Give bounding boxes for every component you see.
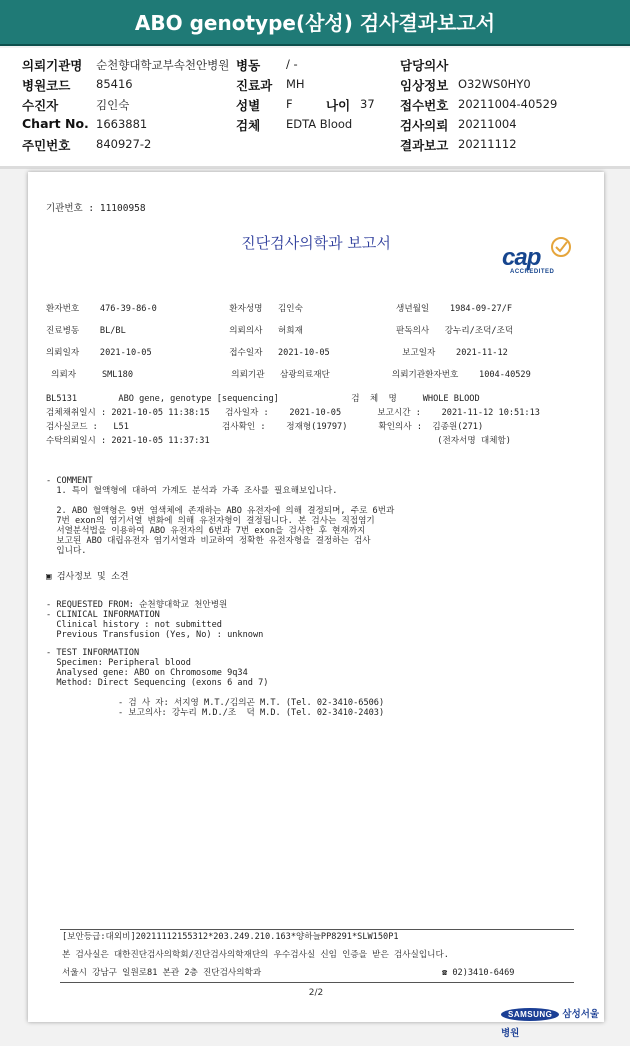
cap-logo-text: cap	[502, 244, 541, 271]
institution-number: 기관번호 : 11100958	[46, 203, 146, 214]
inst-value: 순천향대학교부속천안병원	[96, 58, 230, 72]
comment-block: - COMMENT 1. 특이 혈액형에 대하여 가계도 분석과 가족 조사를 필요해보입니다. 2. ABO 혈액형은 9번 염색체에 존재하는 ABO 유전자에 의해 결정되며, 주로 6번과 7번 exon의 염기서열 변화에 의해 유전자형이 결정됩니다. 본 검사는 직접염기 서열분석법을 이용하여 ABO 유전자의 6번과 7번 exon을 검사한 후 현재까지 보고된 ABO 대립유전자 염기서열과 비교하여 정확한 유전자형을 결정하는 검사 입니다.	[46, 476, 395, 556]
footer-rule	[60, 929, 574, 930]
report-page	[28, 172, 604, 1039]
address-line: 서울시 강남구 일원로81 본관 2층 진단검사의학과	[62, 968, 262, 978]
cap-accredited-text: ACCREDITED	[510, 269, 555, 275]
phone-line: ☎ 02)3410-6469	[442, 968, 515, 978]
chart-label: Chart No.	[22, 116, 89, 131]
cap-accredited-logo	[502, 244, 578, 278]
hospital-logo	[501, 1002, 604, 1040]
footer-rule-bottom	[60, 982, 574, 983]
samsung-logo: SAMSUNG	[501, 1008, 559, 1021]
patient-row-1: 환자번호 476-39-86-0 환자성명 김인숙 생년월일 1984-09-27/F	[46, 304, 512, 314]
specimen-label: 검체	[236, 118, 261, 133]
patient-header	[0, 48, 630, 166]
cap-seal-icon	[550, 236, 572, 258]
header-divider	[0, 166, 630, 169]
test-info-block: - TEST INFORMATION Specimen: Peripheral blood Analysed gene: ABO on Chromosome 9q34 Method: Direct Sequencing (exons 6 and 7)	[46, 648, 269, 688]
age-value: 37	[360, 97, 375, 111]
patient-row-3: 의뢰일자 2021-10-05 접수일자 2021-10-05 보고일자 2021-11-12	[46, 348, 508, 358]
signers-block: - 검 사 자: 서지영 M.T./김의곤 M.T. (Tel. 02-3410-6506) - 보고의사: 강누리 M.D./조 덕 M.D. (Tel. 02-3410-2403)	[118, 698, 385, 718]
recipient-label: 수진자	[22, 98, 59, 113]
receipt-value: 20211004-40529	[458, 97, 558, 111]
sex-value: F	[286, 97, 293, 111]
test-row-2: 검체채취일시 : 2021-10-05 11:38:15 검사일자 : 2021-10-05 보고시간 : 2021-11-12 10:51:13	[46, 408, 540, 418]
receipt-label: 접수번호	[400, 98, 449, 113]
test-row-4: 수탁의뢰일시 : 2021-10-05 11:37:31 (전자서명 대체함)	[46, 436, 511, 446]
dept-value: MH	[286, 77, 305, 91]
rrn-value: 840927-2	[96, 137, 152, 151]
chart-value: 1663881	[96, 117, 148, 131]
page-number: 2/2	[308, 988, 324, 998]
ward-value: / -	[286, 57, 298, 71]
inst-label: 의뢰기관명	[22, 58, 83, 73]
rrn-label: 주민번호	[22, 138, 71, 153]
specimen-value: EDTA Blood	[286, 117, 353, 131]
patient-row-2: 진료병동 BL/BL 의뢰의사 허희재 판독의사 강누리/조덕/조덕	[46, 326, 514, 336]
ward-label: 병동	[236, 58, 261, 73]
hosp-code-label: 병원코드	[22, 78, 71, 93]
age-label: 나이	[326, 98, 351, 113]
clin-label: 임상정보	[400, 78, 449, 93]
report-label: 결과보고	[400, 138, 449, 153]
section-heading: ▣ 검사정보 및 소견	[46, 572, 129, 582]
patient-row-4: 의뢰자 SML180 의뢰기관 삼광의료재단 의뢰기관환자번호 1004-40529	[46, 370, 531, 380]
report-heading: 진단검사의학과 보고서	[241, 234, 391, 252]
hosp-code-value: 85416	[96, 77, 133, 91]
doctor-label: 담당의사	[400, 58, 449, 73]
sex-label: 성별	[236, 98, 261, 113]
clin-value: O32WS0HY0	[458, 77, 531, 91]
req-date-value: 20211004	[458, 117, 517, 131]
report-value: 20211112	[458, 137, 517, 151]
report-title: ABO genotype(삼성) 검사결과보고서	[0, 0, 630, 46]
accreditation-line: 본 검사실은 대한진단검사의학회/진단검사의학재단의 우수검사실 신임 인증을 받은 검사실입니다.	[62, 950, 449, 960]
dept-label: 진료과	[236, 78, 273, 93]
test-row-3: 검사실코드 : L51 검사확인 : 정재형(19797) 확인의사 : 김종원(271)	[46, 422, 484, 432]
recipient-value: 김인숙	[96, 98, 130, 112]
test-row-1: BL5131 ABO gene, genotype [sequencing] 검 체 명 WHOLE BLOOD	[46, 394, 480, 404]
req-date-label: 검사의뢰	[400, 118, 449, 133]
hospital-name: 삼성서울병원	[501, 1009, 600, 1039]
clinical-info-block: - REQUESTED FROM: 순천향대학교 천안병원 - CLINICAL INFORMATION Clinical history : not submitted Previous Transfusion (Yes, No) : unknown	[46, 600, 264, 640]
security-line: [보안등급:대외비]20211112155312*203.249.210.163*양하늘PP8291*SLW150P1	[62, 932, 399, 942]
